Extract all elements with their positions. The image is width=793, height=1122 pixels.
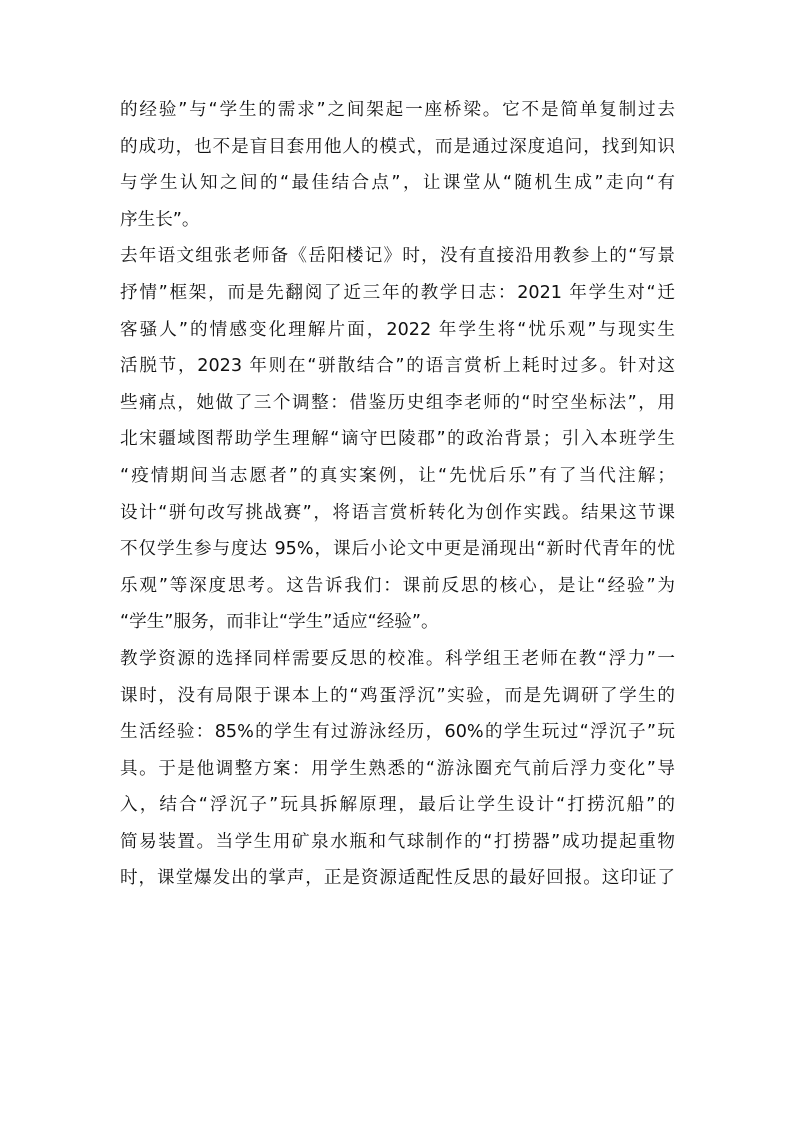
text-line: 入，结合“浮沉子”玩具拆解原理，最后让学生设计“打捞沉船”的 xyxy=(120,795,675,816)
text-line: 具。于是他调整方案：用学生熟悉的“游泳圈充气前后浮力变化”导 xyxy=(120,758,675,779)
text-line: 简易装置。当学生用矿泉水瓶和气球制作的“打捞器”成功提起重物 xyxy=(120,831,675,852)
text-line: 客骚人”的情感变化理解片面，2022 年学生将“忧乐观”与现实生 xyxy=(120,319,675,340)
text-line: 北宋疆域图帮助学生理解“谪守巴陵郡”的政治背景；引入本班学生 xyxy=(120,429,675,450)
text-line: 设计“骈句改写挑战赛”，将语言赏析转化为创作实践。结果这节课 xyxy=(120,502,675,523)
text-line: 序生长”。 xyxy=(120,209,200,230)
text-line: 不仅学生参与度达 95%，课后小论文中更是涌现出“新时代青年的忧 xyxy=(120,539,675,560)
text-line: 活脱节，2023 年则在“骈散结合”的语言赏析上耗时过多。针对这 xyxy=(120,356,675,377)
text-line: 课时，没有局限于课本上的“鸡蛋浮沉”实验，而是先调研了学生的 xyxy=(120,685,675,706)
text-line: 与学生认知之间的“最佳结合点”，让课堂从“随机生成”走向“有 xyxy=(120,173,675,194)
text-line: 的成功，也不是盲目套用他人的模式，而是通过深度追问，找到知识 xyxy=(120,136,675,157)
text-line: 些痛点，她做了三个调整：借鉴历史组李老师的“时空坐标法”，用 xyxy=(120,392,675,413)
text-line: 去年语文组张老师备《岳阳楼记》时，没有直接沿用教参上的“写景 xyxy=(120,246,675,267)
text-line: 的经验”与“学生的需求”之间架起一座桥梁。它不是简单复制过去 xyxy=(120,100,675,120)
text-line: 乐观”等深度思考。这告诉我们：课前反思的核心，是让“经验”为 xyxy=(120,575,675,596)
text-line: 抒情”框架，而是先翻阅了近三年的教学日志：2021 年学生对“迁 xyxy=(120,282,675,303)
text-line: 教学资源的选择同样需要反思的校准。科学组王老师在教“浮力”一 xyxy=(120,648,675,669)
text-line: 时，课堂爆发出的掌声，正是资源适配性反思的最好回报。这印证了 xyxy=(120,868,675,889)
text-line: “学生”服务，而非让“学生”适应“经验”。 xyxy=(120,612,439,633)
text-line: “疫情期间当志愿者”的真实案例，让“先忧后乐”有了当代注解； xyxy=(120,465,675,486)
text-line: 生活经验：85%的学生有过游泳经历，60%的学生玩过“浮沉子”玩 xyxy=(120,722,675,743)
document-body xyxy=(120,92,675,897)
